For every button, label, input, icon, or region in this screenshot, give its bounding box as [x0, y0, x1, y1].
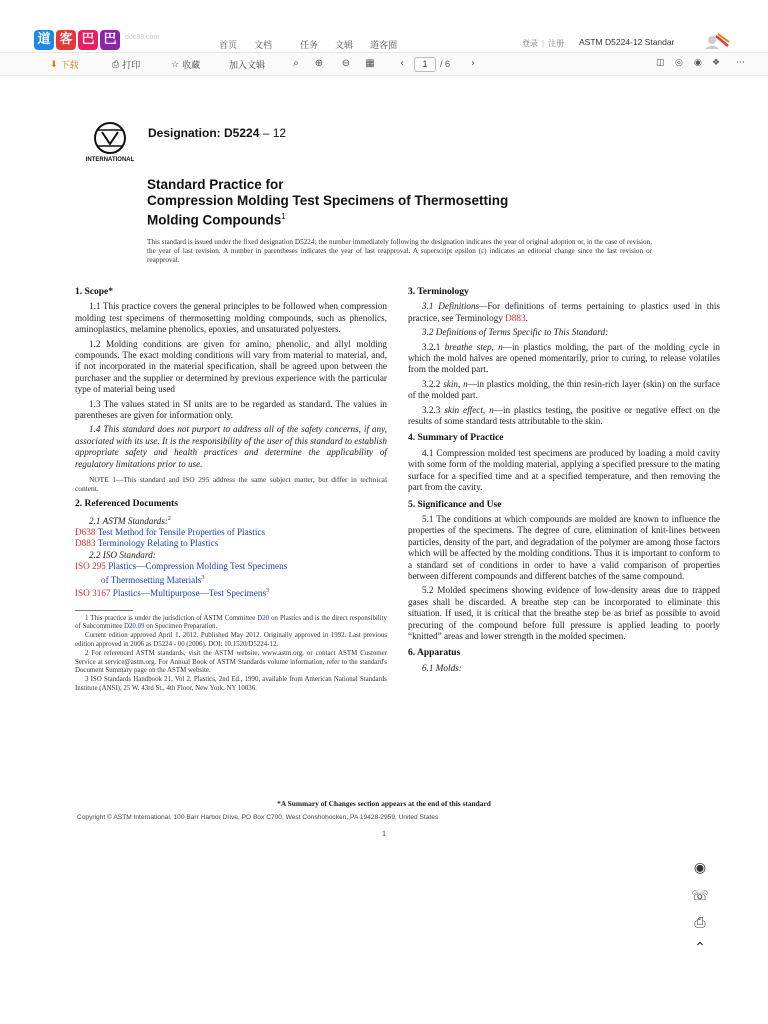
astm-logo-text: INTERNATIONAL	[85, 157, 135, 163]
section-heading-significance: 5. Significance and Use	[408, 499, 502, 510]
section-heading-scope: 1. Scope*	[75, 287, 113, 297]
paragraph-5-1: 5.1 The conditions at which compounds are molded are known to influence the properties of the specimens. The degree of cure, elimination of knit-lines between particles, density of the part, and degradation of the polymer are among those factors which will be affected by the molding conditions. Thus it is important to conform to a standard set of conditions in order to have a valid comparison of properties between different compounds and different batches of the same compound.	[408, 513, 721, 581]
print-label: 打印	[122, 60, 141, 70]
doc-toolbar	[0, 52, 768, 76]
section-heading-apparatus: 6. Apparatus	[408, 648, 461, 659]
p3-2-2-text: —in plastics molding, the thin resin-rich layer (skin) on the surface of the molded part.	[408, 378, 720, 401]
p3-1-label: 3.1 Definitions—	[422, 301, 488, 312]
print-button[interactable]	[112, 58, 140, 71]
add-to-collection-button[interactable]	[229, 58, 265, 71]
download-button[interactable]	[50, 58, 79, 71]
logo-char: 道	[34, 30, 54, 50]
fn1-text-b: on Plastics and is the direct responsibility of Subcommittee	[75, 614, 387, 630]
paragraph-3-2-3	[408, 405, 720, 428]
favorite-button[interactable]	[171, 58, 200, 71]
p3-2-3-term: skin effect, n	[444, 404, 494, 415]
ref-title[interactable]: Plastics—Multipurpose—Test Specimens	[112, 588, 267, 599]
share-qzone-icon[interactable]: ◫	[656, 58, 665, 68]
download-icon: ⬇	[50, 59, 58, 70]
ref-code[interactable]: ISO 295	[75, 561, 106, 572]
document-page	[0, 76, 768, 1024]
ref-code[interactable]: D638	[75, 526, 96, 537]
ref-title[interactable]: Test Method for Tensile Properties of Plastics	[97, 526, 266, 537]
nav-tasks[interactable]: 任务	[300, 40, 319, 50]
ref-code[interactable]: ISO 3167	[75, 588, 111, 599]
ref-code[interactable]: D883	[75, 538, 96, 549]
auth-separator: |	[542, 39, 545, 48]
fn1-link-d2009[interactable]: D20.09	[124, 622, 145, 630]
p3-2-2-term: skin, n	[443, 378, 468, 389]
iso-standard-label: 2.2 ISO Standard:	[89, 549, 156, 560]
print-icon: ⎙	[112, 59, 120, 70]
favorite-label: 收藏	[182, 60, 201, 70]
title-line-3	[147, 209, 627, 229]
qq-share-icon[interactable]: ❖	[712, 58, 721, 68]
document-title	[147, 177, 627, 229]
paragraph-3-2-2	[408, 379, 720, 402]
back-to-top-icon[interactable]: ⌃	[694, 940, 706, 956]
paragraph-3-2: 3.2 Definitions of Terms Specific to This Standard:	[422, 327, 609, 338]
reference-iso-3167[interactable]	[75, 586, 387, 599]
astm-standards-label	[75, 514, 387, 527]
reference-d638[interactable]	[75, 527, 387, 538]
ref-title[interactable]: Plastics—Compression Molding Test Specimens	[108, 561, 288, 572]
fn1-text-a: 1 This practice is under the jurisdiction of ASTM Committee	[85, 614, 256, 622]
astm-standards-text: 2.1 ASTM Standards:	[89, 515, 168, 526]
prev-page-icon[interactable]: ‹	[400, 58, 404, 69]
p3-2-3-text: —in plastics testing, the positive or negative effect on the results of some standard tests attributable to the skin.	[408, 404, 720, 427]
p3-2-1-text: —in plastics molding, the part of the molding cycle in which the mold halves are opened momentarily, prior to curing, to release volatiles from the molded part.	[408, 341, 721, 375]
weibo-icon[interactable]: ◉	[693, 860, 707, 876]
nav-links	[219, 38, 414, 51]
reference-iso-295-cont[interactable]	[75, 573, 387, 586]
wechat-icon[interactable]: ☏	[691, 888, 709, 904]
title-footnote-ref: 1	[281, 212, 286, 221]
wechat-share-icon[interactable]: ◎	[675, 58, 683, 68]
fn1-text-c: on Specimen Preparation.	[146, 622, 218, 630]
paragraph-3-1: 3.1 Definitions—For definitions of terms pertaining to plastics used in this practice, see Terminology D883.	[408, 301, 720, 323]
top-nav	[0, 0, 768, 52]
search-icon[interactable]: ⌕	[293, 58, 299, 69]
section-heading-terminology: 3. Terminology	[408, 287, 469, 297]
paragraph-1-2: 1.2 Molding conditions are given for amino, phenolic, and allyl molding compounds. The exact molding conditions will vary from material to material, and, if not incorporated in the material specification, shall be agreed upon between the purchaser and the supplier or determined by previous experience with the particular type of material being used	[75, 338, 387, 395]
star-icon: ☆	[171, 59, 180, 70]
site-logo[interactable]	[34, 30, 122, 52]
nav-circle[interactable]: 道客圈	[370, 40, 398, 50]
designation-label: Designation:	[148, 126, 221, 140]
logo-char: 巴	[100, 30, 120, 50]
paragraph-1-1: 1.1 This practice covers the general principles to be followed when compression molding test specimens of thermosetting molding compounds, such as phenolics, aminoplastics, melamine phenolics, epoxies, and unsaturated polyesters.	[75, 301, 387, 335]
logo-char: 巴	[78, 30, 98, 50]
document-tab-title[interactable]: ASTM D5224-12 Standar	[579, 37, 674, 47]
login-link[interactable]: 登录	[522, 39, 538, 48]
footnote-ref-2: 2	[167, 515, 171, 522]
grid-icon[interactable]: ▦	[365, 58, 375, 69]
page-number-input[interactable]: 1	[414, 57, 436, 72]
note-1: NOTE 1—This standard and ISO 295 address the same subject matter, but differ in technical content.	[75, 475, 387, 494]
user-menu-icon[interactable]	[702, 32, 730, 50]
weibo-share-icon[interactable]: ◉	[694, 58, 702, 68]
title-line-2: Compression Molding Test Specimens of Thermosetting	[147, 193, 509, 208]
astm-logo	[80, 120, 140, 164]
section-heading-summary: 4. Summary of Practice	[408, 433, 504, 444]
paragraph-4-1: 4.1 Compression molded test specimens are produced by loading a mold cavity with some form of the molding material, applying a specified pressure to the mating surface for a specified time and at a specified temperature, and then removing the part from the cavity.	[408, 447, 720, 493]
next-page-icon[interactable]: ›	[471, 58, 475, 69]
footnote-2: 2 For referenced ASTM standards, visit the ASTM website, www.astm.org, or contact ASTM Customer Service at service@astm.org. For Annual Book of ASTM Standards volume information, refer to the standard's Document Summary page on the ASTM website.	[75, 650, 387, 674]
footnote-3: 3 ISO Standards Handbook 21, Vol 2, Plastics, 2nd Ed., 1990, available from American National Standards Institute (ANSI), 25 W. 43rd St., 4th Floor, New York, NY 10036.	[75, 676, 387, 692]
ref-title-cont[interactable]: of Thermosetting Materials	[101, 574, 202, 585]
p3-2-3-num: 3.2.3	[422, 404, 441, 415]
fn1-link-d20[interactable]: D20	[257, 614, 270, 622]
paragraph-6-1: 6.1 Molds:	[422, 662, 462, 673]
section-heading-referenced-documents: 2. Referenced Documents	[75, 499, 178, 510]
print-icon[interactable]: ⎙	[694, 915, 706, 931]
summary-of-changes-note: *A Summary of Changes section appears at the end of this standard	[277, 799, 491, 808]
issue-note: This standard is issued under the fixed designation D5224; the number immediately following the designation indicates the year of original adoption or, in the case of revision, the year of last revision. A number in parentheses indicates the year of last reapproval. A superscript epsilon (ε) indicates an editorial change since the last revision or reapproval.	[147, 238, 652, 264]
designation-number: D5224	[224, 126, 260, 140]
p3-1-text: For definitions of terms pertaining to plastics used in this practice, see Terminology	[408, 301, 720, 323]
paragraph-3-2-1	[408, 342, 720, 376]
logo-subtext: doc88.com	[125, 34, 160, 41]
page-total: / 6	[440, 59, 451, 69]
right-column	[408, 281, 720, 677]
footnote-1-edition: Current edition approved April 1, 2012. Published May 2012. Originally approved in 1992. Last previous edition approved in 2006 as D5224 - 00 (2006). DOI: 10.1520/D5224-12.	[75, 632, 387, 648]
paragraph-1-4: 1.4 This standard does not purport to address all of the safety concerns, if any, associated with its use. It is the responsibility of the user of this standard to establish appropriate safety and health practices and determine the applicability of regulatory limitations prior to use.	[75, 424, 387, 469]
reference-iso-295[interactable]	[75, 561, 387, 572]
nav-docs[interactable]: 文档	[254, 40, 273, 50]
auth-links	[522, 38, 564, 49]
paragraph-5-2: 5.2 Molded specimens showing evidence of low-density areas due to trapped gases shall be discarded. A breathe step can be incorporated to eliminate this situation. If used, it is critical that the breathe step be as brief as possible to avoid precuring of the compound before full pressure is applied leading to poorly “knitted” areas and lower strength in the molded specimen.	[408, 585, 720, 641]
footnote-1	[75, 615, 387, 632]
p3-2-1-term: breathe step, n	[444, 341, 503, 352]
title-line-3-text: Molding Compounds	[147, 212, 282, 228]
footnote-ref-3: 3	[201, 574, 205, 581]
ref-title[interactable]: Terminology Relating to Plastics	[97, 538, 219, 549]
designation-year: – 12	[262, 126, 287, 140]
designation	[148, 126, 286, 140]
download-label: 下载	[60, 60, 79, 70]
footnote-divider	[75, 610, 133, 611]
zoom-out-icon[interactable]: ⊖	[341, 58, 351, 69]
nav-collections[interactable]: 文辑	[335, 40, 354, 50]
copyright-line: Copyright © ASTM International, 100 Barr Harbor Drive, PO Box C700, West Conshohocken, PA 19428-2959. United States	[77, 814, 439, 821]
title-line-1: Standard Practice for	[147, 177, 284, 192]
p3-2-2-num: 3.2.2	[422, 378, 441, 389]
reference-d883[interactable]	[75, 538, 387, 549]
p3-2-1-num: 3.2.1	[422, 341, 441, 352]
p3-1-link[interactable]: D883	[505, 312, 526, 323]
zoom-in-icon[interactable]: ⊕	[314, 58, 324, 69]
nav-home[interactable]: 首页	[219, 40, 238, 50]
paragraph-1-3: 1.3 The values stated in SI units are to be regarded as standard. The values in parentheses are given for information only.	[75, 398, 387, 421]
add-to-collection-label: 加入文辑	[229, 60, 266, 70]
logo-char: 客	[56, 30, 76, 50]
page-number: 1	[382, 829, 386, 838]
footnote-ref-3: 3	[266, 588, 270, 595]
more-share-icon[interactable]: ⋯	[736, 58, 745, 68]
register-link[interactable]: 注册	[548, 39, 565, 48]
left-column	[75, 281, 387, 694]
